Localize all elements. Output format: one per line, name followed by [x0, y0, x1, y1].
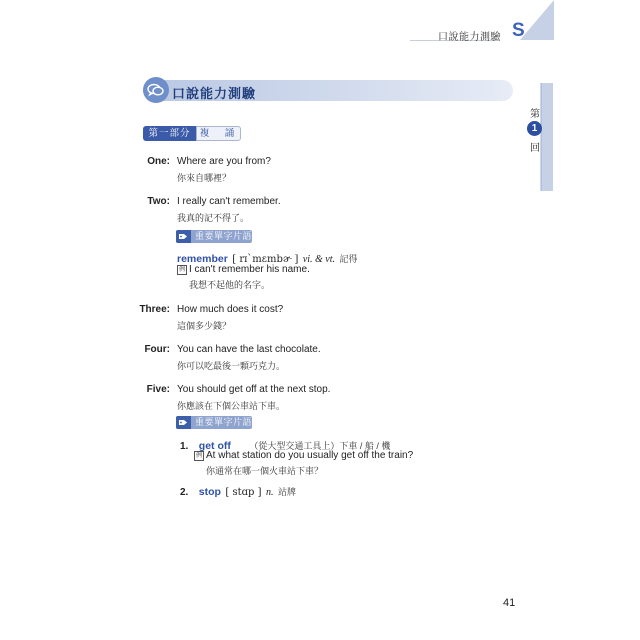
item-chinese: 我真的記不得了。 [177, 213, 250, 223]
side-tab-background [527, 83, 553, 191]
example-mark: 例 [178, 267, 185, 273]
item-english: I really can't remember. [177, 196, 281, 207]
section-banner-title: 口說能力測驗 [172, 86, 257, 101]
item-english: How much does it cost? [177, 304, 284, 315]
vocab-word: remember [177, 253, 228, 265]
vocab-pos: vi. & vt. [302, 254, 336, 265]
vocab-pos: n. [266, 487, 274, 498]
tag-icon [176, 416, 191, 429]
vocab-tag [176, 416, 252, 429]
vocab-word: get off [198, 440, 231, 452]
vocab-meaning: 記得 [339, 254, 358, 264]
side-tab-bottom-char: 回 [530, 143, 540, 154]
speech-bubble-icon [143, 77, 169, 103]
example-chinese: 你通常在哪一個火車站下車？ [206, 466, 324, 476]
item-chinese: 你來自哪裡？ [177, 173, 232, 183]
vocab-word: stop [198, 486, 221, 498]
vocab-number: 1. [180, 441, 189, 452]
item-number: Five: [146, 384, 170, 395]
item-number: Four: [144, 344, 170, 355]
part-label: 第一部分 [143, 126, 196, 141]
side-tab-top-char: 第 [530, 109, 540, 120]
vocab-phonetic: [ rɪˋmɛmbɚ ] [232, 254, 299, 265]
item-number: Three: [139, 304, 170, 315]
example-english: At what station do you usually get off the train? [206, 450, 414, 461]
header-section-letter: S [512, 20, 525, 41]
tag-icon [176, 230, 191, 243]
item-english: You should get off at the next stop. [177, 384, 331, 395]
vocab-entry [180, 482, 296, 500]
item-chinese: 你可以吃最後一顆巧克力。 [177, 361, 286, 371]
item-english: You can have the last chocolate. [177, 344, 321, 355]
example-chinese: 我想不起他的名字。 [189, 280, 271, 290]
header-corner-decoration [520, 0, 554, 40]
vocab-tag-label: 重要單字片語 [195, 417, 253, 427]
example-mark: 例 [195, 453, 202, 459]
side-tab-number: 1 [527, 121, 542, 136]
page-number: 41 [503, 597, 516, 609]
header-section-title: 口說能力測驗 [438, 32, 501, 43]
item-chinese: 這個多少錢？ [177, 321, 232, 331]
vocab-phonetic: [ stɑp ] [225, 487, 262, 498]
item-number: One: [147, 156, 170, 167]
vocab-meaning: 站牌 [277, 487, 296, 497]
item-chinese: 你應該在下個公車站下車。 [177, 401, 286, 411]
vocab-tag [176, 230, 252, 243]
item-number: Two: [147, 196, 170, 207]
vocab-number: 2. [180, 487, 189, 498]
vocab-meaning: （從大型交通工具上）下車 / 船 / 機 [249, 441, 391, 451]
item-english: Where are you from? [177, 156, 271, 167]
example-english: I can't remember his name. [189, 264, 310, 275]
vocab-tag-label: 重要單字片語 [195, 231, 253, 241]
part-type: 複 誦 [196, 126, 241, 141]
